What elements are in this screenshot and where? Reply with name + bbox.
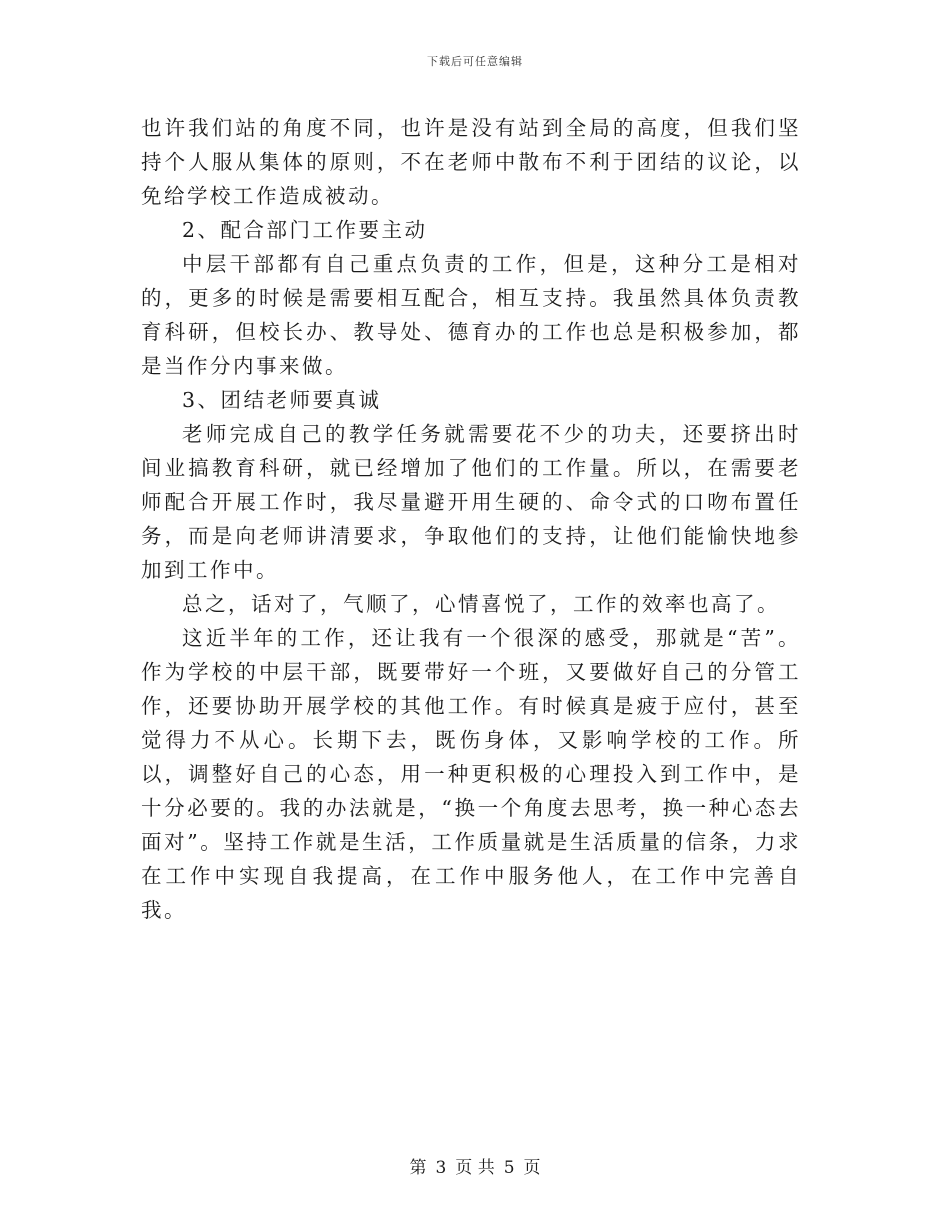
paragraph-5: 这近半年的工作，还让我有一个很深的感受，那就是“苦”。作为学校的中层干部，既要带好一个班，又要做好自己的分管工作，还要协助开展学校的其他工作。有时候真是疲于应付，甚至觉得力不从心。长期下去，既伤身体，又影响学校的工作。所以，调整好自己的心态，用一种更积极的心理投入到工作中，是十分必要的。我的办法就是，“换一个角度去思考，换一种心态去面对”。坚持工作就是生活，工作质量就是生活质量的信条，力求在工作中实现自我提高，在工作中服务他人，在工作中完善自我。 xyxy=(141,626,801,922)
paragraph-2: 中层干部都有自己重点负责的工作，但是，这种分工是相对的，更多的时候是需要相互配合，相互支持。我虽然具体负责教育科研，但校长办、教导处、德育办的工作也总是积极参加，都是当作分内事来做。 xyxy=(141,252,801,378)
footer-suffix: 页 xyxy=(523,1158,541,1178)
footer-prefix: 第 xyxy=(409,1158,427,1178)
total-pages-number: 5 xyxy=(503,1158,515,1178)
page-footer xyxy=(0,1153,950,1178)
page-header: 下载后可任意编辑 xyxy=(427,55,523,68)
paragraph-3: 老师完成自己的教学任务就需要花不少的功夫，还要挤出时间业搞教育科研，就已经增加了他们的工作量。所以，在需要老师配合开展工作时，我尽量避开用生硬的、命令式的口吻布置任务，而是向老师讲清要求，争取他们的支持，让他们能愉快地参加到工作中。 xyxy=(141,422,801,582)
current-page-number: 3 xyxy=(435,1158,447,1178)
section-heading-2: 2、配合部门工作要主动 xyxy=(182,218,428,242)
paragraph-4: 总之，话对了，气顺了，心情喜悦了，工作的效率也高了。 xyxy=(182,592,780,616)
footer-middle: 页 共 xyxy=(455,1158,495,1178)
section-heading-3: 3、团结老师要真诚 xyxy=(182,388,382,412)
paragraph-1: 也许我们站的角度不同，也许是没有站到全局的高度，但我们坚持个人服从集体的原则，不在老师中散布不利于团结的议论，以免给学校工作造成被动。 xyxy=(141,116,801,208)
document-body xyxy=(141,111,801,927)
